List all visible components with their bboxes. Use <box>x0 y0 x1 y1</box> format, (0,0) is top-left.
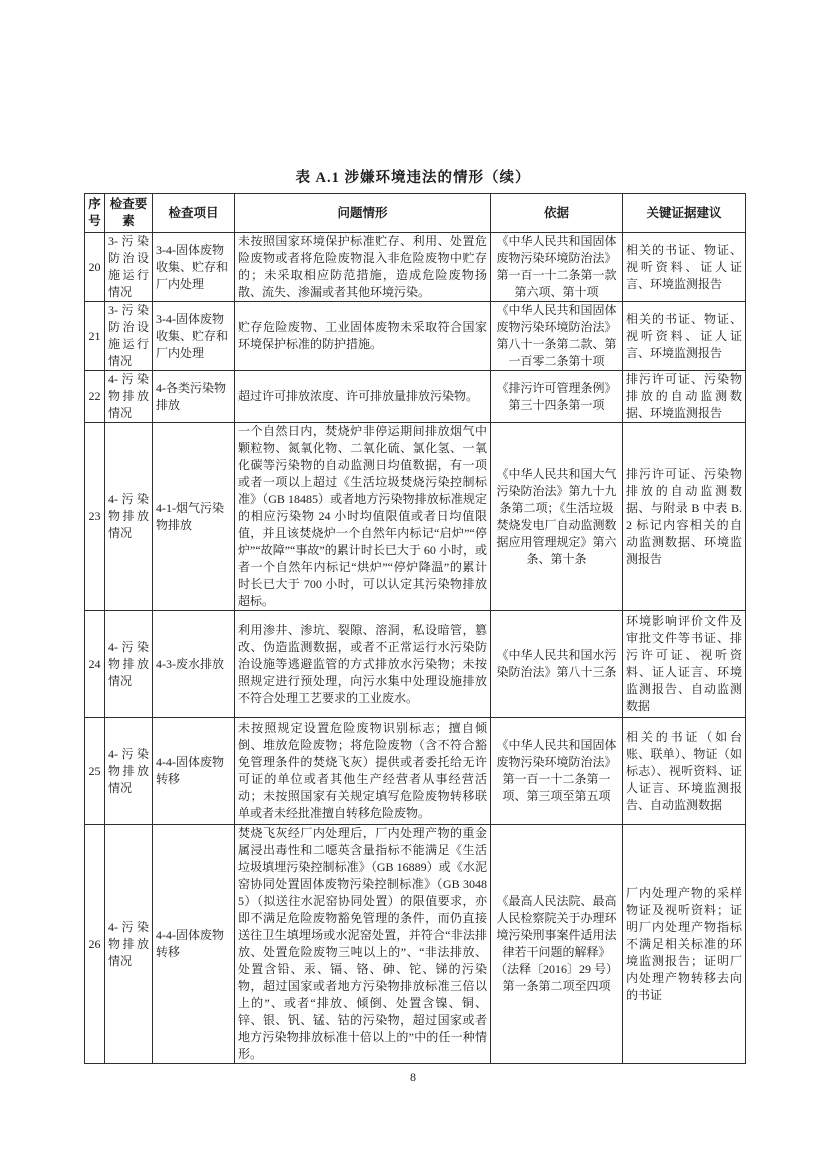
table-row <box>85 718 746 825</box>
table-row <box>85 611 746 718</box>
cell-problem: 超过许可排放浓度、许可排放量排放污染物。 <box>235 371 491 423</box>
cell-problem: 未按照国家环境保护标准贮存、利用、处置危险废物或者将危险废物混入非危险废物中贮存的；未采取相应防范措施，造成危险废物扬散、流失、渗漏或者其他环境污染。 <box>235 233 491 302</box>
cell-no: 26 <box>85 825 105 1064</box>
header-item: 检查项目 <box>153 194 235 233</box>
cell-evidence: 厂内处理产物的采样物证及视听资料；证明厂内处理产物指标不满足相关标准的环境监测报告；证明厂内处理产物转移去向的书证 <box>623 825 746 1064</box>
cell-problem: 利用渗井、渗坑、裂隙、溶洞，私设暗管，篡改、伪造监测数据，或者不正常运行水污染防治设施等逃避监管的方式排放水污染物；未按照规定进行预处理，向污水集中处理设施排放不符合处理工艺要求的工业废水。 <box>235 611 491 718</box>
cell-item: 4-各类污染物排放 <box>153 371 235 423</box>
cell-no: 22 <box>85 371 105 423</box>
cell-item: 4-3-废水排放 <box>153 611 235 718</box>
cell-evidence: 相关的书证、物证、视听资料、证人证言、环境监测报告 <box>623 302 746 371</box>
cell-basis: 《最高人民法院、最高人民检察院关于办理环境污染刑事案件适用法律若干问题的解释》（法释〔2016〕29 号）第一条第二项至四项 <box>491 825 623 1064</box>
cell-no: 20 <box>85 233 105 302</box>
table-row <box>85 825 746 1064</box>
header-element: 检查要素 <box>105 194 153 233</box>
cell-element: 4-污染物排放情况 <box>105 371 153 423</box>
cell-basis: 《中华人民共和国固体废物污染环境防治法》第一百一十二条第一款第六项、第十项 <box>491 233 623 302</box>
header-evidence: 关键证据建议 <box>623 194 746 233</box>
table-row <box>85 423 746 611</box>
cell-evidence: 排污许可证、污染物排放的自动监测数据、与附录 B 中表 B.2 标记内容相关的自动监测数据、环境监测报告 <box>623 423 746 611</box>
table-row <box>85 233 746 302</box>
cell-no: 23 <box>85 423 105 611</box>
cell-item: 4-4-固体废物转移 <box>153 718 235 825</box>
table-row <box>85 371 746 423</box>
cell-item: 3-4-固体废物收集、贮存和厂内处理 <box>153 233 235 302</box>
cell-element: 4-污染物排放情况 <box>105 718 153 825</box>
cell-problem: 一个自然日内，焚烧炉非停运期间排放烟气中颗粒物、氮氧化物、二氧化硫、氯化氢、一氧化碳等污染物的自动监测日均值数据，有一项或者一项以上超过《生活垃圾焚烧污染控制标准》（GB 18485）或者地方污染物排放标准规定的相应污染物 24 小时均值限值或者日均值限值，并且该焚烧炉一个自然年内标记“启炉”“停炉”“故障”“事故”的累计时长已大于 60 小时，或者一个自然年内标记“烘炉”“停炉降温”的累计时长已大于 700 小时，可以认定其污染物排放超标。 <box>235 423 491 611</box>
header-basis: 依据 <box>491 194 623 233</box>
cell-problem: 贮存危险废物、工业固体废物未采取符合国家环境保护标准的防护措施。 <box>235 302 491 371</box>
cell-element: 3-污染防治设施运行情况 <box>105 302 153 371</box>
header-no: 序号 <box>85 194 105 233</box>
cell-no: 21 <box>85 302 105 371</box>
cell-no: 25 <box>85 718 105 825</box>
cell-item: 4-4-固体废物转移 <box>153 825 235 1064</box>
cell-item: 3-4-固体废物收集、贮存和厂内处理 <box>153 302 235 371</box>
cell-evidence: 排污许可证、污染物排放的自动监测数据、环境监测报告 <box>623 371 746 423</box>
cell-element: 4-污染物排放情况 <box>105 423 153 611</box>
cell-element: 3-污染防治设施运行情况 <box>105 233 153 302</box>
cell-item: 4-1-烟气污染物排放 <box>153 423 235 611</box>
cell-basis: 《中华人民共和国水污染防治法》第八十三条 <box>491 611 623 718</box>
cell-no: 24 <box>85 611 105 718</box>
cell-problem: 未按照规定设置危险废物识别标志；擅自倾倒、堆放危险废物；将危险废物（含不符合豁免管理条件的焚烧飞灰）提供或者委托给无许可证的单位或者其他生产经营者从事经营活动；未按照国家有关规定填写危险废物转移联单或者未经批准擅自转移危险废物。 <box>235 718 491 825</box>
table-row <box>85 302 746 371</box>
cell-basis: 《中华人民共和国固体废物污染环境防治法》第一百一十二条第一项、第三项至第五项 <box>491 718 623 825</box>
violations-table <box>84 193 746 1064</box>
page-number: 8 <box>410 1070 416 1084</box>
cell-evidence: 相关的书证、物证、视听资料、证人证言、环境监测报告 <box>623 233 746 302</box>
cell-basis: 《中华人民共和国大气污染防治法》第九十九条第二项；《生活垃圾焚烧发电厂自动监测数据应用管理规定》第六条、第十条 <box>491 423 623 611</box>
cell-element: 4-污染物排放情况 <box>105 825 153 1064</box>
header-problem: 问题情形 <box>235 194 491 233</box>
table-title: 表 A.1 涉嫌环境违法的情形（续） <box>295 170 531 186</box>
cell-evidence: 环境影响评价文件及审批文件等书证、排污许可证、视听资料、证人证言、环境监测报告、自动监测数据 <box>623 611 746 718</box>
table-header-row <box>85 194 746 233</box>
cell-problem: 焚烧飞灰经厂内处理后，厂内处理产物的重金属浸出毒性和二噁英含量指标不能满足《生活垃圾填埋污染控制标准》（GB 16889）或《水泥窑协同处置固体废物污染控制标准》（GB 30485）（拟送往水泥窑协同处置）的限值要求，亦即不满足危险废物豁免管理的条件，而仍直接送往卫生填埋场或水泥窑处置，并符合“非法排放、处置危险废物三吨以上的”、“非法排放、处置含铅、汞、镉、铬、砷、铊、锑的污染物，超过国家或者地方污染物排放标准三倍以上的”、或者“排放、倾倒、处置含镍、铜、锌、银、钒、锰、钴的污染物，超过国家或者地方污染物排放标准十倍以上的”中的任一种情形。 <box>235 825 491 1064</box>
cell-basis: 《中华人民共和国固体废物污染环境防治法》第八十一条第二款、第一百零二条第十项 <box>491 302 623 371</box>
cell-evidence: 相关的书证（如台账、联单）、物证（如标志）、视听资料、证人证言、环境监测报告、自动监测数据 <box>623 718 746 825</box>
cell-element: 4-污染物排放情况 <box>105 611 153 718</box>
cell-basis: 《排污许可管理条例》第三十四条第一项 <box>491 371 623 423</box>
